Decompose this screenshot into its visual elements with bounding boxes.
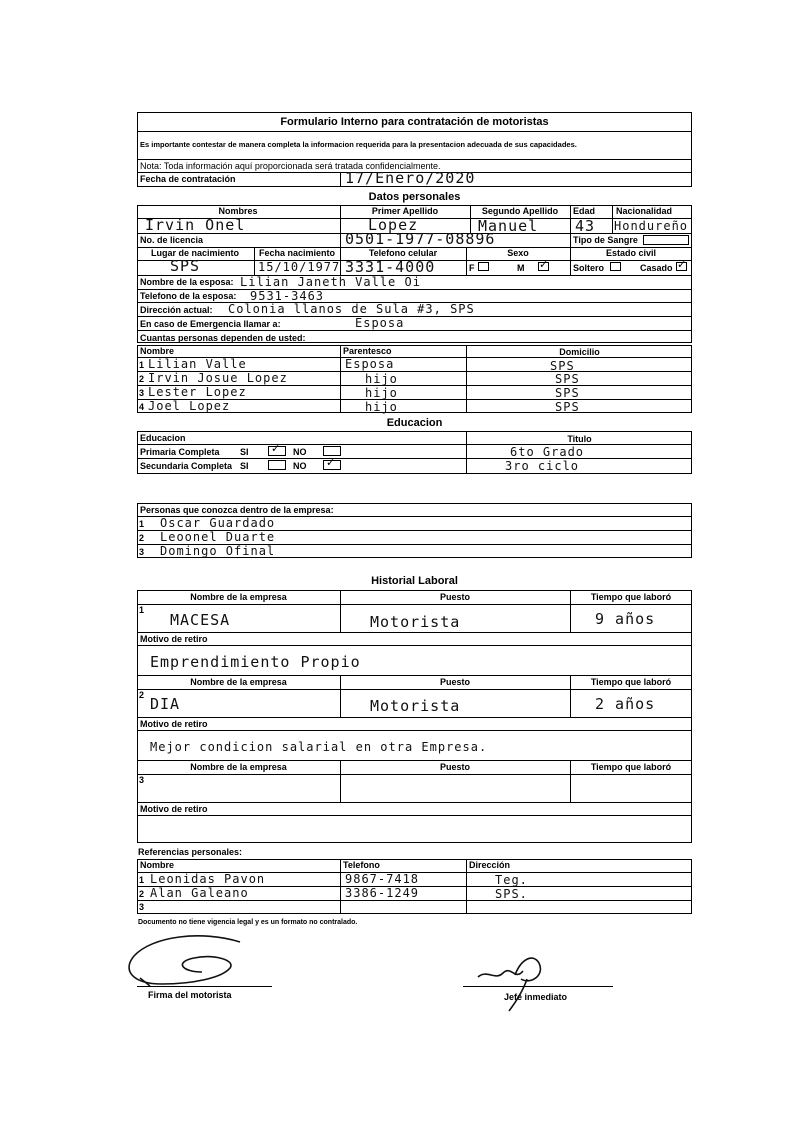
birthdate-value[interactable]: 15/10/1977 (258, 260, 341, 274)
primary-title-value[interactable]: 6to Grado (510, 445, 585, 459)
sex-f-checkbox[interactable] (478, 262, 489, 271)
dep-3-address[interactable]: SPS (555, 386, 580, 400)
license-value[interactable]: 0501-1977-08896 (345, 230, 496, 248)
ref-1-address[interactable]: Teg. (495, 873, 528, 887)
dep-4-relation[interactable]: hijo (365, 400, 398, 414)
confidential-note: Nota: Toda información aquí proporcionada será tratada confidencialmente. (140, 161, 441, 171)
names-value[interactable]: Irvin Onel (145, 216, 246, 234)
acq-1-name[interactable]: Oscar Guardado (160, 516, 276, 530)
job-2-number: 2 (139, 690, 145, 700)
driver-signature-label: Firma del motorista (148, 990, 232, 1000)
primary-si-check-mark: ✓ (271, 443, 281, 455)
job-2-reason[interactable]: Mejor condicion salarial en otra Empresa. (150, 740, 488, 754)
birthplace-value[interactable]: SPS (170, 257, 201, 275)
secondary-si-checkbox[interactable] (268, 460, 286, 470)
job-1-col-position: Puesto (439, 592, 470, 602)
civil-single-checkbox[interactable] (610, 262, 621, 271)
instruction-text: Es importante contestar de manera completa la informacion requerida para la presentacion adecuada de sus capacidades. (140, 140, 577, 149)
work-section-title: Historial Laboral (371, 575, 458, 587)
job-1-col-time: Tiempo que laboró (590, 592, 672, 602)
sex-f-label: F (469, 263, 475, 273)
education-title-col: Titulo (567, 434, 592, 444)
primary-label: Primaria Completa (140, 447, 220, 457)
dep-1-address[interactable]: SPS (550, 359, 575, 373)
job-2-time[interactable]: 2 años (595, 695, 656, 713)
references-label: Referencias personales: (138, 847, 243, 857)
col-birthdate: Fecha nacimiento (258, 248, 336, 258)
license-label: No. de licencia (140, 235, 204, 245)
sex-m-check-mark: ✓ (539, 259, 549, 271)
job-2-col-company: Nombre de la empresa (190, 677, 287, 687)
ref-col-address: Dirección (469, 860, 511, 870)
job-3-col-time: Tiempo que laboró (590, 762, 672, 772)
secondary-no-label: NO (293, 461, 307, 471)
col-second-surname: Segundo Apellido (481, 206, 559, 216)
form-title: Formulario Interno para contratación de motoristas (280, 116, 549, 128)
dep-col-address: Domicilio (559, 347, 600, 357)
spouse-name-label: Nombre de la esposa: (140, 277, 234, 287)
emergency-label: En caso de Emergencia llamar a: (140, 319, 281, 329)
personal-section-title: Datos personales (368, 191, 461, 203)
nationality-value[interactable]: Hondureño (614, 219, 689, 233)
acquaintances-label: Personas que conozca dentro de la empresa: (140, 505, 334, 515)
first-surname-value[interactable]: Lopez (368, 216, 419, 234)
acq-3-name[interactable]: Domingo Ofinal (160, 544, 276, 558)
secondary-title-value[interactable]: 3ro ciclo (505, 459, 580, 473)
education-section-title: Educacion (386, 417, 443, 429)
address-label: Dirección actual: (140, 305, 213, 315)
dep-4-name[interactable]: Joel Lopez (148, 399, 231, 413)
dep-3-relation[interactable]: hijo (365, 386, 398, 400)
job-3-number: 3 (139, 775, 145, 785)
spouse-phone-label: Telefono de la esposa: (140, 291, 237, 301)
spouse-phone-value[interactable]: 9531-3463 (250, 289, 325, 303)
job-1-reason[interactable]: Emprendimiento Propio (150, 653, 361, 671)
job-3-col-company: Nombre de la empresa (190, 762, 287, 772)
blood-type-label: Tipo de Sangre (573, 235, 638, 245)
ref-2-phone[interactable]: 3386-1249 (345, 886, 420, 900)
dep-4-address[interactable]: SPS (555, 400, 580, 414)
primary-si-label: SI (240, 447, 249, 457)
col-civil: Estado civil (605, 248, 657, 258)
secondary-label: Secundaria Completa (140, 461, 233, 471)
sex-m-label: M (517, 263, 525, 273)
hire-date-label: Fecha de contratación (140, 174, 236, 184)
age-value[interactable]: 43 (575, 217, 596, 235)
dep-2-relation[interactable]: hijo (365, 372, 398, 386)
job-2-reason-label: Motivo de retiro (140, 719, 208, 729)
job-3-col-position: Puesto (439, 762, 470, 772)
second-surname-value[interactable]: Manuel (478, 217, 539, 235)
secondary-no-check-mark: ✓ (326, 457, 336, 469)
col-birthplace: Lugar de nacimiento (150, 248, 239, 258)
col-phone: Telefono celular (368, 248, 438, 258)
civil-married-label: Casado (640, 263, 673, 273)
primary-no-checkbox[interactable] (323, 446, 341, 456)
dep-3-name[interactable]: Lester Lopez (148, 385, 247, 399)
driver-signature (122, 928, 282, 993)
disclaimer-text: Documento no tiene vigencia legal y es un formato no contralado. (138, 919, 358, 926)
phone-value[interactable]: 3331-4000 (345, 258, 436, 276)
job-1-company[interactable]: MACESA (170, 611, 231, 629)
dep-2-name[interactable]: Irvin Josue Lopez (148, 371, 288, 385)
dependents-label: Cuantas personas dependen de usted: (140, 333, 306, 343)
dep-2-number: 2 (139, 374, 145, 384)
col-nationality: Nacionalidad (616, 206, 673, 216)
dep-1-name[interactable]: Lilian Valle (148, 357, 247, 371)
ref-1-name[interactable]: Leonidas Pavon (150, 872, 266, 886)
job-1-time[interactable]: 9 años (595, 610, 656, 628)
blood-type-field[interactable] (643, 235, 689, 245)
col-names: Nombres (218, 206, 258, 216)
address-value[interactable]: Colonia llanos de Sula #3, SPS (228, 302, 475, 316)
emergency-value[interactable]: Esposa (355, 316, 405, 330)
job-1-reason-label: Motivo de retiro (140, 634, 208, 644)
spouse-name-value[interactable]: Lilian Janeth Valle Oi (240, 275, 421, 289)
boss-signature (475, 945, 568, 1015)
ref-2-address[interactable]: SPS. (495, 887, 528, 901)
dep-1-number: 1 (139, 360, 145, 370)
col-sex: Sexo (507, 248, 529, 258)
civil-single-label: Soltero (573, 263, 605, 273)
col-first-surname: Primer Apellido (371, 206, 439, 216)
job-1-col-company: Nombre de la empresa (190, 592, 287, 602)
job-1-position[interactable]: Motorista (370, 613, 461, 631)
acq-2-name[interactable]: Leoonel Duarte (160, 530, 276, 544)
ref-col-name: Nombre (140, 860, 175, 870)
job-1-number: 1 (139, 605, 145, 615)
job-2-col-position: Puesto (439, 677, 470, 687)
acq-3-number: 3 (139, 547, 145, 557)
primary-no-label: NO (293, 447, 307, 457)
job-2-company[interactable]: DIA (150, 695, 181, 713)
ref-1-phone[interactable]: 9867-7418 (345, 872, 420, 886)
dep-col-name: Nombre (140, 346, 175, 356)
acq-1-number: 1 (139, 519, 145, 529)
dep-1-relation[interactable]: Esposa (345, 357, 395, 371)
dep-2-address[interactable]: SPS (555, 372, 580, 386)
job-2-position[interactable]: Motorista (370, 697, 461, 715)
job-3-reason-label: Motivo de retiro (140, 804, 208, 814)
hire-date-value[interactable]: 17/Enero/2020 (345, 169, 476, 187)
secondary-si-label: SI (240, 461, 249, 471)
dep-4-number: 4 (139, 402, 145, 412)
ref-2-name[interactable]: Alan Galeano (150, 886, 249, 900)
job-2-col-time: Tiempo que laboró (590, 677, 672, 687)
ref-1-number: 1 (139, 875, 145, 885)
dep-col-relation: Parentesco (343, 346, 392, 356)
acq-2-number: 2 (139, 533, 145, 543)
ref-3-number: 3 (139, 902, 145, 912)
ref-col-phone: Telefono (343, 860, 380, 870)
ref-2-number: 2 (139, 889, 145, 899)
boss-signature-label: Jefe inmediato (504, 992, 568, 1002)
civil-married-check-mark: ✓ (677, 259, 687, 271)
dep-3-number: 3 (139, 388, 145, 398)
education-header-label: Educacion (140, 433, 186, 443)
col-age: Edad (573, 206, 596, 216)
